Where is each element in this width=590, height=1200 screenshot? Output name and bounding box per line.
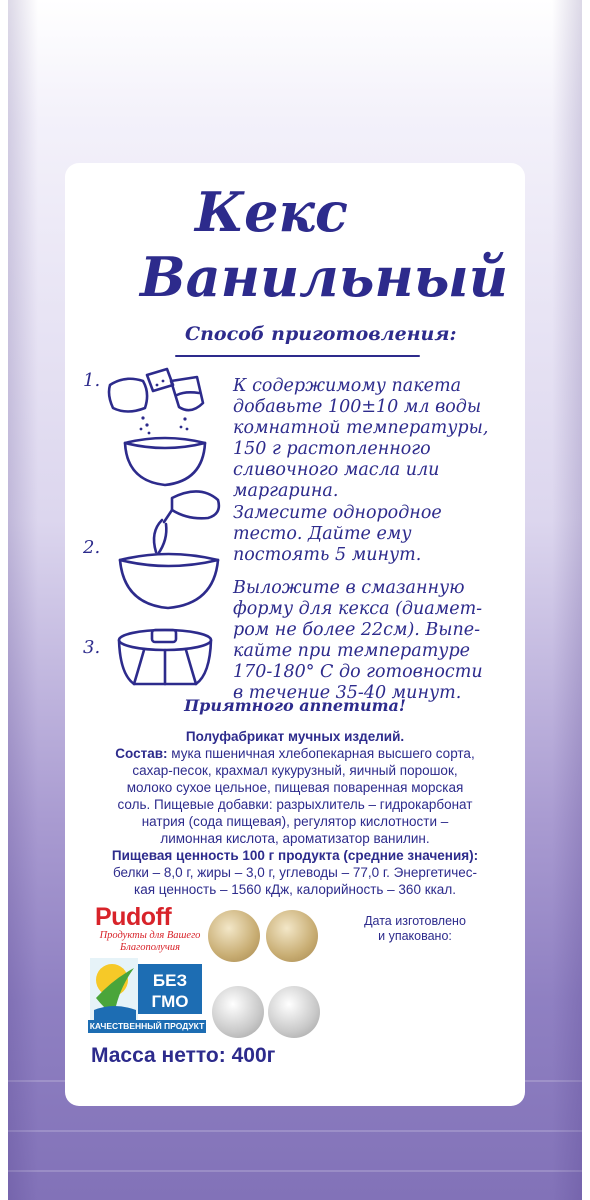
nutrition-heading: Пищевая ценность 100 г продукта (средние значения): — [111, 848, 479, 863]
award-medal-icon — [212, 986, 264, 1038]
bundt-pan-icon — [110, 624, 220, 696]
bag-shade-right — [552, 0, 582, 1200]
gmo-badge-line2: ГМО — [151, 992, 189, 1011]
composition-label: Состав: — [115, 746, 168, 761]
date-label: Дата изготовлено и упаковано: — [364, 914, 466, 943]
composition-block — [78, 745, 512, 898]
award-medal-icon — [268, 986, 320, 1038]
step-3-number: 3. — [83, 637, 101, 658]
product-title-line1: Кекс — [195, 180, 348, 244]
product-title-line2: Ванильный — [140, 245, 508, 309]
bag-shade-left — [8, 0, 38, 1200]
closing-message: Приятного аппетита! — [184, 696, 406, 715]
product-type: Полуфабрикат мучных изделий. — [185, 729, 405, 744]
brand-slogan: Продукты для Вашего Благополучия — [99, 930, 201, 953]
composition-line-5: натрия (сода пищевая), регулятор кислотности – — [141, 814, 449, 829]
step-1-number: 1. — [83, 370, 101, 391]
composition-line-4: соль. Пищевые добавки: разрыхлитель – гидрокарбонат — [117, 797, 473, 812]
step-2-number: 2. — [83, 537, 101, 558]
gmo-badge-caption: КАЧЕСТВЕННЫЙ ПРОДУКТ — [89, 1021, 205, 1031]
step-2-text: Замесите однородное тесто. Дайте ему постоять 5 минут. — [233, 503, 442, 565]
composition-line-3: молоко сухое цельное, пищевая поваренная морская — [126, 780, 464, 795]
composition-line-2: сахар-песок, крахмал кукурузный, яичный порошок, — [132, 763, 458, 778]
step-3-text: Выложите в смазанную форму для кекса (диамет- ром не более 22см). Выпе- кайте при температуре 170-180° С до готовности в течение 35-40 минут. — [233, 578, 483, 703]
wood-texture-line — [8, 1170, 582, 1172]
mixing-ingredients-icon — [105, 363, 225, 493]
composition-line-1: Состав: мука пшеничная хлебопекарная высшего сорта, — [115, 746, 475, 761]
brand-logo: Pudoff — [95, 903, 172, 931]
nutrition-line-2: кая ценность – 1560 кДж, калорийность – 360 ккал. — [134, 882, 456, 897]
mixer-bowl-icon — [110, 480, 230, 620]
wood-texture-line — [8, 1130, 582, 1132]
method-heading: Способ приготовления: — [185, 323, 457, 345]
award-medal-icon — [208, 910, 260, 962]
method-underline — [175, 355, 420, 357]
composition-line-6: лимонная кислота, ароматизатор ванилин. — [160, 831, 430, 846]
nutrition-line-1: белки – 8,0 г, жиры – 3,0 г, углеводы – 77,0 г. Энергетичес- — [112, 865, 478, 880]
net-weight: Масса нетто: 400г — [91, 1044, 276, 1067]
award-medal-icon — [266, 910, 318, 962]
step-1-text: К содержимому пакета добавьте 100±10 мл воды комнатной температуры, 150 г растопленного сливочного масла или маргарина. — [233, 376, 489, 501]
gmo-badge-line1: БЕЗ — [152, 971, 188, 990]
